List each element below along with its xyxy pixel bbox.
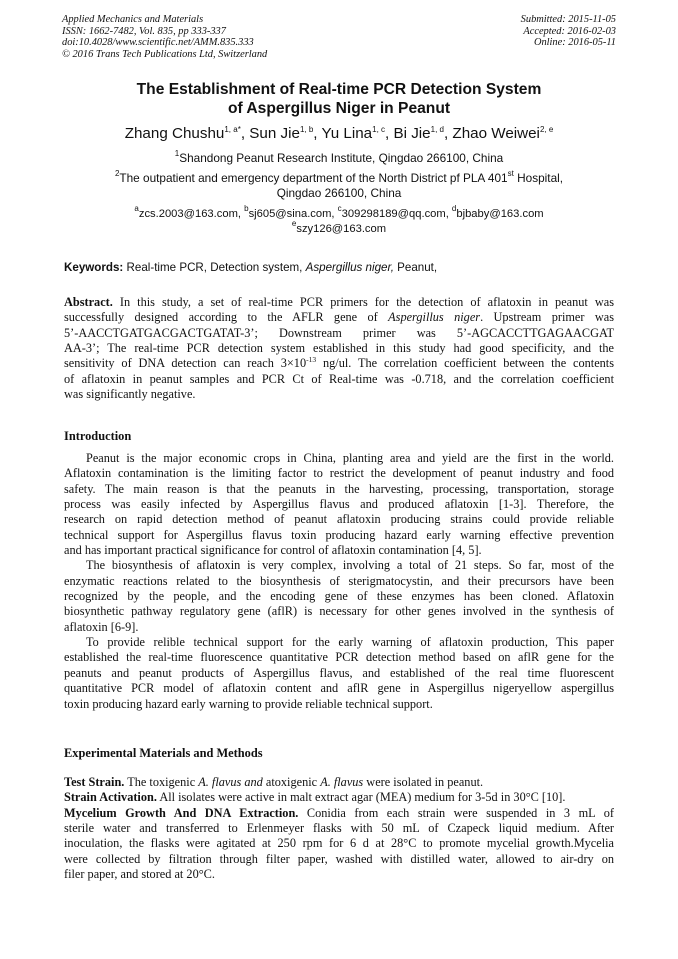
affiliation-2: $^2$The outpatient and emergency department of the North District pf PLA 401st Hospital, Qingdao 266100, China (114, 169, 564, 200)
keywords-label: Keywords: (64, 261, 124, 274)
mycelium-para: Mycelium Growth And DNA Extraction. Conidia from each strain were suspended in 3 mL of (64, 805, 614, 820)
submitted-date: Submitted: 2015-11-05 (520, 14, 616, 25)
author-sup: 1, b (299, 125, 314, 134)
methods-heading: Experimental Materials and Methods (64, 746, 263, 760)
keywords: Keywords: Real-time PCR, Detection system, Aspergillus niger, Peanut, (64, 261, 438, 274)
journal-info (62, 14, 267, 60)
title-line-2: of Aspergillus Niger in Peanut (227, 100, 451, 117)
accepted-date: Accepted: 2016-02-03 (523, 25, 616, 37)
journal-doi: doi:10.4028/www.scientific.net/AMM.835.333 (62, 37, 254, 49)
journal-copyright: © 2016 Trans Tech Publications Ltd, Switzerland (62, 48, 268, 60)
introduction-body: Peanut is the major economic crops in China, planting area and yield are the first in the world. Aflatoxin contamination is the limiting factor to restrict the development of peanut industry and food safety. The main reason is that the peanuts in the harvesting, processing, transportation, storage process was easily infected by Aspergillus flavus and produced aflatoxin [1-3]. Therefore, the research on rapid detection method of peanut aflatoxin producing strains could provide reliable technical support for Aspergillus flavus toxin producing hazard early warning effective prevention and has important practical significance for control of aflatoxin contamination [4, 5]. The biosynthesis of aflatoxin is very complex, involving a total of 21 steps. So far, most of the enzymatic reactions related to the biosynthesis of sterigmatocystin, and their precursors have been recognized by the people, and the encoding gene of these enzymes has been cloned. Aflatoxin biosynthetic pathway regulatory gene (aflR) is necessary for other genes involved in the synthesis of aflatoxin [6-9]. To provide relible technical support for the early warning of aflatoxin production, This paper established the real-time fluorescence quantitative PCR detection method based on aflR gene for the peanuts and peanut products of Aspergillus flavus, and established of the real time fluorescent quantitative PCR model of aflatoxin content and aflR gene in Aspergillus nigeryellow aspergillus toxin producing hazard early warning to provide reliable technical support. (64, 451, 614, 711)
online-date: Online: 2016-05-11 (533, 37, 616, 49)
abstract: Abstract. In this study, a set of real-time PCR primers for the detection of aflatoxin in peanut was successfully designed according to the AFLR gene of Aspergillus niger. Upstream primer was 5’-AACCTGATGACGACTGATAT-3’; Downstream primer was 5’-AGCACCTTGAGAACGAT AA-3’; The real-time PCR detection system established in this study had good specificity, and the sensitivity of DNA detection can reach $3\times 10^{-13}$ ng/ul. The correlation coefficient between the contents of aflatoxin in peanut samples and PCR Ct of Real-time was -0.718, and the correlation coefficient was significantly negative. (64, 295, 615, 402)
author-name: Zhang Chushu (124, 125, 225, 142)
journal-issn: ISSN: 1662-7482, Vol. 835, pp 333-337 (62, 25, 226, 37)
email-link[interactable]: zcs.2003@163.com, (138, 208, 245, 220)
author-sup: 2, e (539, 125, 554, 134)
abstract-label: Abstract. (64, 295, 113, 309)
author-list: Zhang Chushu$^{1, a*}$, Sun Jie$^{1, b}$, Yu Lina$^{1, c}$, Bi Jie$^{1, d}$, Zhao Weiwei$^{2, e}$ (124, 125, 554, 142)
journal-name: Applied Mechanics and Materials (62, 14, 204, 25)
author-sup: 1, a* (224, 125, 241, 134)
affiliation-1: $^1$Shandong Peanut Research Institute, Qingdao 266100, China (174, 149, 504, 165)
submission-dates (521, 14, 616, 49)
author-sup: 1, c (372, 125, 386, 134)
title-line-1: The Establishment of Real-time PCR Detection System (136, 81, 542, 98)
author-name: Sun Jie (249, 125, 300, 142)
author-emails: $^a$zcs.2003@163.com, $^b$sj605@sina.com, $^c$309298189@qq.com, $^d$bjbaby@163.com $^e$szy126@163.com (134, 204, 544, 235)
email-link[interactable]: sj605@sina.com, (248, 208, 338, 220)
author-name: Bi Jie (393, 125, 431, 142)
paper-title (40, 80, 638, 118)
email-link[interactable]: szy126@163.com (296, 223, 387, 235)
methods-body: Test Strain. The toxigenic A. flavus and atoxigenic A. flavus were isolated in peanut. Strain Activation. All isolates were active in malt extract agar (MEA) medium for 3-5d in 30°C [10]. Mycelium Growth And DNA Extraction. Conidia from each strain were suspended in 3 mL of sterile water and transferred to Erlenmeyer flasks with 50 mL of Czapeck liquid medium. After inoculation, the flasks were agitated at 250 rpm for 6 d at 28°C to promote mycelial growth.Mycelia were collected by filtration through filter paper, washed with distilled water, allowed to air-dry on filer paper, and stored at 20°C. (64, 775, 614, 882)
email-link[interactable]: bjbaby@163.com (456, 208, 544, 220)
introduction-heading: Introduction (64, 429, 132, 443)
author-name: Zhao Weiwei (452, 125, 540, 142)
email-link[interactable]: 309298189@qq.com, (341, 208, 452, 220)
author-sup: 1, d (430, 125, 444, 134)
strain-activation-para: Strain Activation. All isolates were active in malt extract agar (MEA) medium for 3-5d in 30°C [10]. (64, 790, 566, 805)
author-name: Yu Lina (321, 125, 373, 142)
test-strain-para: Test Strain. The toxigenic A. flavus and atoxigenic A. flavus were isolated in peanut. (64, 775, 484, 789)
